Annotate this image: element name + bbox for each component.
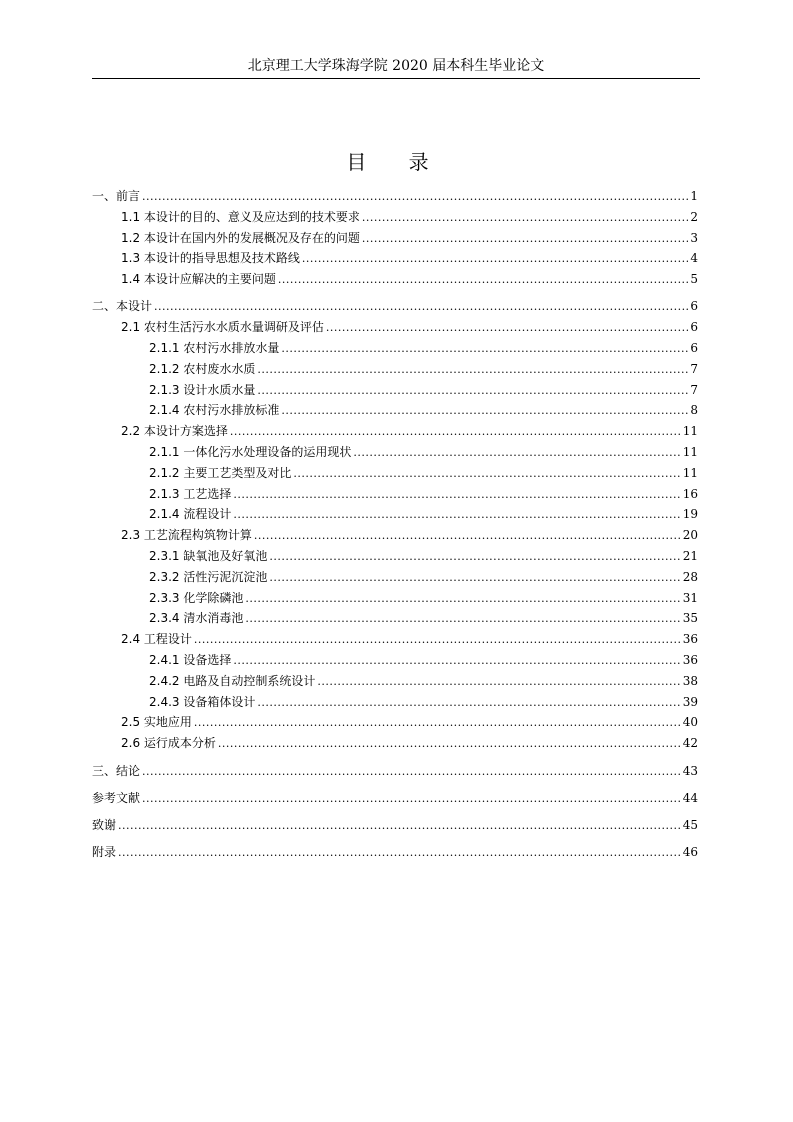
toc-entry-page: 31: [682, 590, 698, 605]
toc-entry-label: 致谢: [92, 818, 117, 833]
toc-entry-page: 11: [682, 465, 698, 480]
toc-entry-label: 2.1.1 一体化污水处理设备的运用现状: [149, 445, 352, 460]
toc-entry[interactable]: [92, 712, 698, 733]
toc-entry-page: 20: [682, 528, 698, 543]
dot-leader: [154, 297, 688, 318]
dot-leader: [302, 249, 688, 270]
toc-entry[interactable]: [92, 248, 698, 269]
toc-entry[interactable]: [92, 588, 698, 609]
toc-entry-label: 2.4.2 电路及自动控制系统设计: [149, 673, 316, 688]
toc-entry-label: 2.1.2 农村废水水质: [149, 361, 256, 376]
toc-entry-label: 参考文献: [92, 790, 141, 805]
toc-entry-page: 2: [690, 209, 698, 224]
toc-entry-label: 三、结论: [92, 763, 141, 778]
dot-leader: [233, 651, 680, 672]
toc-entry-label: 2.1.3 工艺选择: [149, 486, 232, 501]
toc-entry-label: 2.2 本设计方案选择: [121, 424, 228, 439]
toc-entry[interactable]: [92, 650, 698, 671]
toc-entry[interactable]: [92, 504, 698, 525]
toc-entry-page: 6: [690, 299, 698, 314]
toc-entry-label: 2.3 工艺流程构筑物计算: [121, 528, 252, 543]
dot-leader: [257, 381, 688, 402]
toc-entry-page: 46: [682, 845, 698, 860]
toc-entry[interactable]: [92, 296, 698, 317]
toc-entry-label: 2.3.3 化学除磷池: [149, 590, 244, 605]
dot-leader: [281, 339, 688, 360]
toc-entry-page: 21: [682, 549, 698, 564]
toc-entry[interactable]: [92, 228, 698, 249]
toc-entry-page: 5: [690, 272, 698, 287]
dot-leader: [233, 505, 680, 526]
toc-entry-label: 2.6 运行成本分析: [121, 736, 216, 751]
toc-entry[interactable]: [92, 269, 698, 290]
toc-entry-page: 44: [682, 790, 698, 805]
toc-entry-page: 1: [690, 189, 698, 203]
toc-entry[interactable]: [92, 525, 698, 546]
toc-entry-page: 16: [682, 486, 698, 501]
toc-entry-page: 11: [682, 424, 698, 439]
dot-leader: [194, 630, 681, 651]
toc-entry[interactable]: [92, 338, 698, 359]
toc-entry-label: 1.1 本设计的目的、意义及应达到的技术要求: [121, 209, 360, 224]
toc-entry-page: 6: [690, 320, 698, 335]
dot-leader: [233, 485, 680, 506]
toc-entry-label: 2.3.1 缺氧池及好氧池: [149, 549, 268, 564]
dot-leader: [142, 762, 681, 783]
dot-leader: [245, 589, 680, 610]
dot-leader: [326, 318, 688, 339]
toc-entry[interactable]: [92, 733, 698, 754]
toc-entry-page: 19: [682, 507, 698, 522]
dot-leader: [293, 464, 680, 485]
toc-entry[interactable]: [92, 629, 698, 650]
toc-entry-label: 2.4 工程设计: [121, 632, 192, 647]
toc-entry-page: 4: [690, 251, 698, 266]
toc-entry[interactable]: [92, 546, 698, 567]
toc-entry-page: 45: [682, 818, 698, 833]
toc-entry-label: 2.3.4 清水消毒池: [149, 611, 244, 626]
dot-leader: [278, 270, 688, 291]
toc-entry[interactable]: [92, 761, 698, 782]
toc-entry-page: 42: [682, 736, 698, 751]
toc-entry-label: 2.1.4 农村污水排放标准: [149, 403, 280, 418]
toc-entry-label: 2.1.1 农村污水排放水量: [149, 341, 280, 356]
toc-entry-label: 1.2 本设计在国内外的发展概况及存在的问题: [121, 230, 360, 245]
toc-entry[interactable]: [92, 815, 698, 836]
dot-leader: [218, 734, 681, 755]
toc-title: 目 录: [346, 150, 447, 174]
toc-entry[interactable]: [92, 671, 698, 692]
toc-entry-page: 35: [682, 611, 698, 626]
toc-entry-label: 1.4 本设计应解决的主要问题: [121, 272, 276, 287]
dot-leader: [362, 229, 688, 250]
toc-entry-page: 38: [682, 673, 698, 688]
toc-entry[interactable]: [92, 421, 698, 442]
toc-entry-page: 36: [682, 632, 698, 647]
dot-leader: [257, 693, 680, 714]
dot-leader: [281, 401, 688, 422]
dot-leader: [230, 422, 681, 443]
toc-entry-page: 40: [682, 715, 698, 730]
dot-leader: [142, 789, 681, 810]
toc-entry[interactable]: [92, 692, 698, 713]
toc-entry-label: 二、本设计: [92, 299, 153, 314]
toc-entry[interactable]: [92, 359, 698, 380]
toc-entry-page: 36: [682, 653, 698, 668]
dot-leader: [353, 443, 680, 464]
dot-leader: [257, 360, 688, 381]
toc-entry[interactable]: [92, 442, 698, 463]
toc-entry-page: 11: [682, 445, 698, 460]
toc-entry-label: 一、前言: [92, 189, 141, 203]
dot-leader: [118, 816, 681, 837]
toc-entry[interactable]: [92, 567, 698, 588]
toc-entry[interactable]: [92, 842, 698, 863]
toc-entry-label: 2.1.2 主要工艺类型及对比: [149, 465, 292, 480]
dot-leader: [254, 526, 681, 547]
dot-leader: [362, 208, 688, 229]
toc-entry-page: 43: [682, 763, 698, 778]
toc-entry-page: 3: [690, 230, 698, 245]
toc-entry-page: 7: [690, 361, 698, 376]
table-of-contents: [92, 186, 698, 863]
toc-entry-page: 28: [682, 569, 698, 584]
dot-leader: [245, 609, 680, 630]
toc-entry[interactable]: [92, 186, 698, 207]
toc-entry[interactable]: [92, 484, 698, 505]
header-rule: [92, 78, 700, 79]
toc-entry-label: 2.1 农村生活污水水质水量调研及评估: [121, 320, 324, 335]
toc-entry-label: 2.1.3 设计水质水量: [149, 382, 256, 397]
toc-entry[interactable]: [92, 317, 698, 338]
toc-entry[interactable]: [92, 207, 698, 228]
toc-entry[interactable]: [92, 788, 698, 809]
toc-entry[interactable]: [92, 463, 698, 484]
toc-entry-page: 7: [690, 382, 698, 397]
toc-entry-label: 附录: [92, 845, 117, 860]
toc-entry-page: 8: [690, 403, 698, 418]
toc-entry-label: 2.5 实地应用: [121, 715, 192, 730]
toc-entry[interactable]: [92, 400, 698, 421]
running-header: 北京理工大学珠海学院 2020 届本科生毕业论文: [247, 58, 545, 74]
toc-entry-label: 2.3.2 活性污泥沉淀池: [149, 569, 268, 584]
dot-leader: [118, 843, 681, 864]
toc-entry-label: 2.4.3 设备箱体设计: [149, 694, 256, 709]
dot-leader: [194, 713, 681, 734]
dot-leader: [317, 672, 680, 693]
toc-entry-label: 2.4.1 设备选择: [149, 653, 232, 668]
dot-leader: [269, 547, 680, 568]
toc-entry[interactable]: [92, 608, 698, 629]
toc-entry-label: 2.1.4 流程设计: [149, 507, 232, 522]
toc-entry-page: 6: [690, 341, 698, 356]
toc-entry-label: 1.3 本设计的指导思想及技术路线: [121, 251, 300, 266]
toc-entry-page: 39: [682, 694, 698, 709]
dot-leader: [142, 187, 688, 208]
toc-entry[interactable]: [92, 380, 698, 401]
dot-leader: [269, 568, 680, 589]
